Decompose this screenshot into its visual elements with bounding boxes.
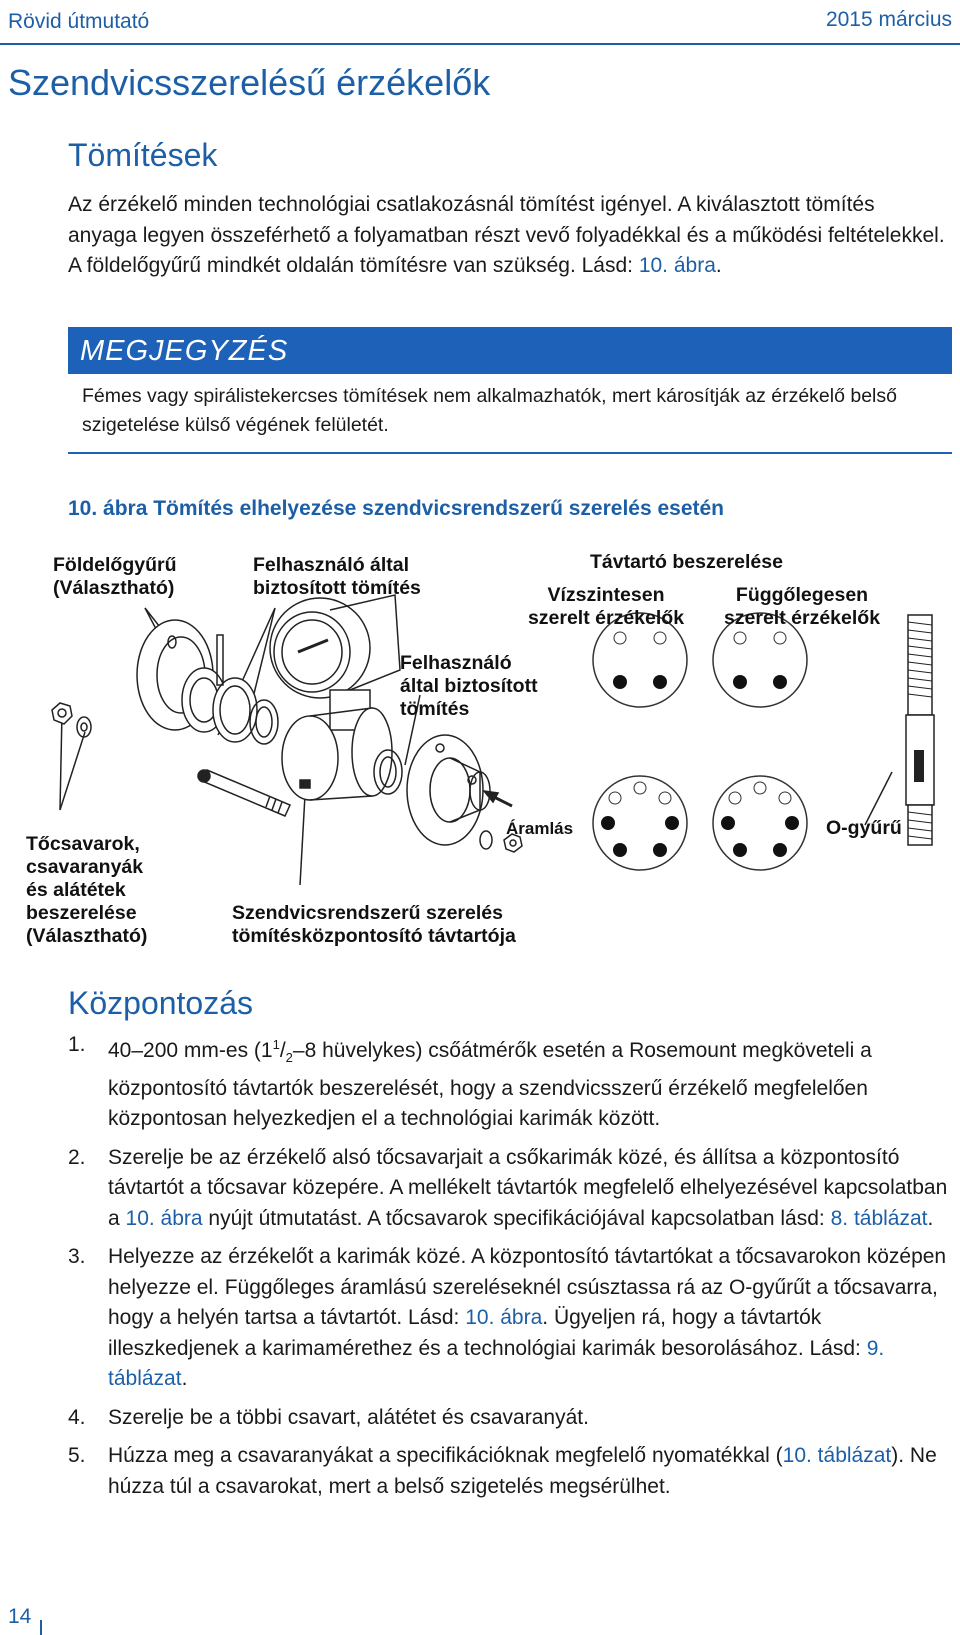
- link-figure-10[interactable]: 10. ábra: [638, 254, 716, 277]
- label-user-gasket: Felhasználó által biztosított tömítés: [253, 554, 421, 599]
- label-vertical-meters: Függőlegesen szerelt érzékelők: [723, 584, 881, 629]
- figure-caption: 10. ábra Tömítés elhelyezése szendvicsrendszerű szerelés esetén: [68, 497, 725, 520]
- header-date: 2015 március: [825, 8, 952, 31]
- label-spacer-installation: Távtartó beszerelése: [590, 551, 783, 573]
- gaskets-paragraph: Az érzékelő minden technológiai csatlakozásnál tömítést igényel. A kiválasztott tömítés anyaga legyen összeférhető a folyamatban részt vevő folyadékkal és a működési feltételekkel. A földelőgyűrű mindkét oldalán tömítésre van szükség. Lásd: 10. ábra.: [68, 193, 945, 277]
- note-text: Fémes vagy spirálistekercses tömítések nem alkalmazhatók, mert károsítják az érzékelő belső szigetelése külső végének felületét.: [82, 385, 897, 436]
- note-rule: [68, 452, 952, 454]
- label-o-ring: O-gyűrű: [826, 817, 902, 839]
- header-doc-type: Rövid útmutató: [8, 10, 150, 33]
- list-item: 3. Helyezze az érzékelőt a karimák közé. A központosító távtartókat a tőcsavarokon középen helyezze el. Függőleges áramlású szereléseknél csúsztassa rá az O-gyűrűt a tőcsavarra, hogy a helyén tartsa a távtartót. Lásd: 10. ábra. Ügyeljen rá, hogy a távtartók illeszkedjenek a karimamérethez és a technológiai karimák besorolásához. Lásd: 9. táblázat.: [68, 1245, 947, 1391]
- note-title: MEGJEGYZÉS: [80, 335, 289, 367]
- label-grounding-ring: Földelőgyűrű (Választható): [53, 554, 177, 599]
- page-number-rule: [40, 1620, 42, 1635]
- list-item: 2. Szerelje be az érzékelő alsó tőcsavarjait a csőkarimák közé, és állítsa a központosító távtartót a tőcsavar közepére. A mellékelt távtartók megfelelő elhelyezésével kapcsolatban a 10. ábra nyújt útmutatást. A tőcsavarok specifikációjával kapcsolatban lásd: 8. táblázat.: [68, 1145, 948, 1230]
- section-heading-centering: Központozás: [68, 985, 254, 1021]
- label-flow: Áramlás: [506, 819, 574, 838]
- label-wafer-spacer: Szendvicsrendszerű szerelés tömítésközpontosító távtartója: [232, 902, 516, 947]
- link-table-8[interactable]: 8. táblázat: [830, 1206, 928, 1230]
- link-figure-10[interactable]: 10. ábra: [465, 1306, 543, 1330]
- centering-steps: [68, 1030, 948, 1510]
- label-studs-nuts-washers: Tőcsavarok, csavaranyák és alátétek beszerelése (Választható): [26, 833, 148, 947]
- list-item: 4. Szerelje be a többi csavart, alátétet és csavaranyát.: [68, 1405, 589, 1429]
- link-table-9[interactable]: 9. táblázat: [108, 1336, 885, 1391]
- link-figure-10[interactable]: 10. ábra: [125, 1206, 203, 1230]
- label-horizontal-meters: Vízszintesen szerelt érzékelők: [527, 584, 685, 629]
- page-number: 14: [8, 1605, 32, 1628]
- link-table-10[interactable]: 10. táblázat: [782, 1444, 892, 1468]
- page-title: Szendvicsszerelésű érzékelők: [8, 62, 491, 103]
- list-item: 1. 40–200 mm-es ($1^1/_2-8$ hüvelykes) csőátmérők esetén a Rosemount megköveteli a központosító távtartók beszerelését, hogy a szendvicsszerű érzékelő megfelelően központosan helyezkedjen el a technológiai karimák között.: [68, 1033, 872, 1131]
- label-user-gasket-2: Felhasználó által biztosított tömítés: [400, 652, 538, 720]
- header-rule: [0, 43, 960, 45]
- section-heading-gaskets: Tömítések: [68, 137, 218, 173]
- figure-gasket-placement: [0, 540, 960, 960]
- list-item: 5. Húzza meg a csavaranyákat a specifikációknak megfelelő nyomatékkal (10. táblázat). Ne húzza túl a csavarokat, mert a belső szigetelés megsérülhet.: [68, 1444, 937, 1498]
- note-banner: [68, 327, 952, 374]
